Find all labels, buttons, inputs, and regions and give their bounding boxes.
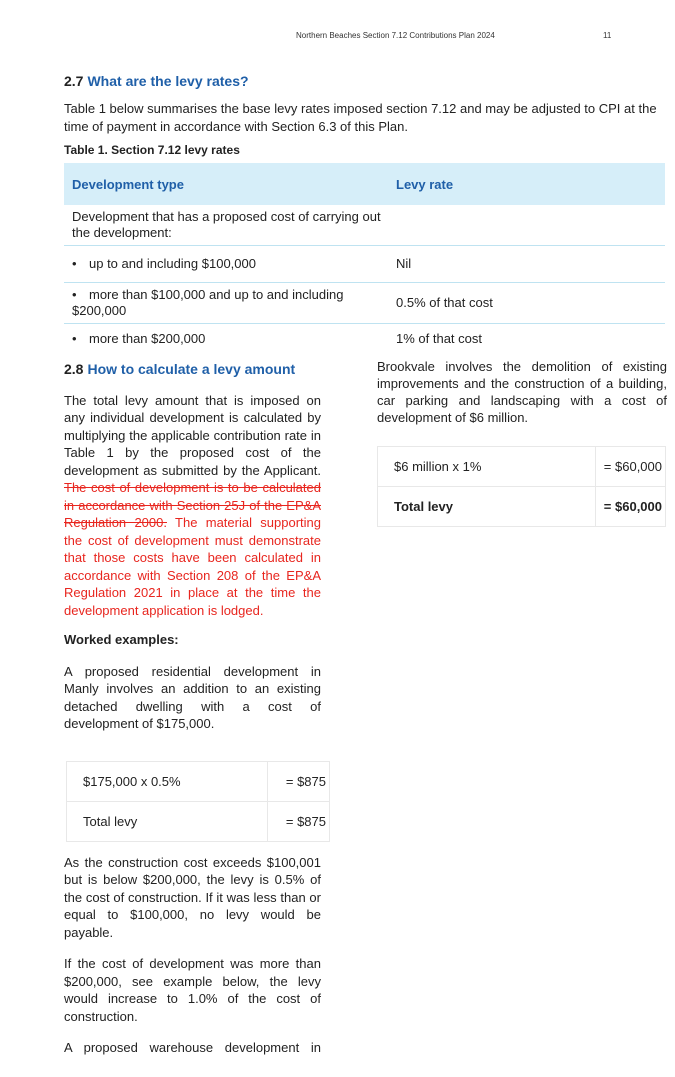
paragraph: A proposed warehouse development in [64, 1040, 321, 1055]
section-heading-2-7: 2.7 What are the levy rates? [64, 73, 249, 89]
section-heading-2-8: 2.8 How to calculate a levy amount [64, 360, 296, 377]
calculation-paragraph: The total levy amount that is imposed on any individual development is calculated by multiplying the applicable contribution rate in Table 1 by the proposed cost of the development as submitted by the Applicant. The cost of development is to be calculated in accordance with Section 25J of the EP&A Regulation 2000. The material supporting the cost of development must demonstrate that those costs have been calculated in accordance with Section 208 of the EP&A Regulation 2021 in place at the time the development application is lodged. [64, 392, 321, 618]
worked-examples-heading: Worked examples: [64, 632, 179, 647]
table-row: • more than $100,000 and up to and including $200,000 0.5% of that cost [64, 283, 665, 324]
bullet [72, 331, 89, 346]
table-row: • more than $200,000 1% of that cost [64, 324, 665, 354]
example-2-text: Brookvale involves the demolition of existing improvements and the construction of a building, car parking and landscaping with a cost of development of $6 million. [377, 358, 667, 425]
example-1-text: A proposed residential development in Manly involves an addition to an existing detached dwelling with a cost of development of $175,000. [64, 663, 321, 731]
running-header: Northern Beaches Section 7.12 Contributions Plan 2024 [296, 31, 495, 40]
intro-paragraph: Table 1 below summarises the base levy rates imposed section 7.12 and may be adjusted to CPI at the time of payment in accordance with Section 6.3 of this Plan. [64, 101, 657, 134]
bullet [72, 256, 89, 271]
example-2-calc-table: $6 million x 1% = $60,000 Total levy = $60,000 [377, 446, 666, 527]
paragraph: As the construction cost exceeds $100,001 but is below $200,000, the levy is 0.5% of the cost of construction. If it was less than or equal to $100,000, no levy would be payable. [64, 854, 321, 940]
example-1-calc-table: $175,000 x 0.5% = $875 Total levy = $875 [66, 761, 330, 842]
left-column [64, 356, 326, 1057]
table-row: Development that has a proposed cost of carrying out the development: [64, 205, 665, 246]
right-column [377, 356, 667, 1057]
levy-rates-table [64, 163, 665, 354]
table-row: • up to and including $100,000 Nil [64, 246, 665, 283]
two-column-section [64, 356, 665, 1057]
deleted-text: The cost of development is to be calculated in accordance with Section 25J of the EP&A Regulation 2000. [64, 480, 321, 530]
table-caption: Table 1. Section 7.12 levy rates [64, 143, 240, 157]
bullet [72, 287, 89, 302]
page-number: 11 [603, 31, 612, 40]
table-header-row: Development type Levy rate [64, 163, 665, 205]
paragraph: If the cost of development was more than $200,000, see example below, the levy would increase to 1.0% of the cost of construction. [64, 956, 321, 1024]
inserted-text: The material supporting the cost of development must demonstrate that those costs have been calculated in accordance with Section 208 of the EP&A Regulation 2021 in place at the time the development application is lodged. [64, 515, 321, 618]
